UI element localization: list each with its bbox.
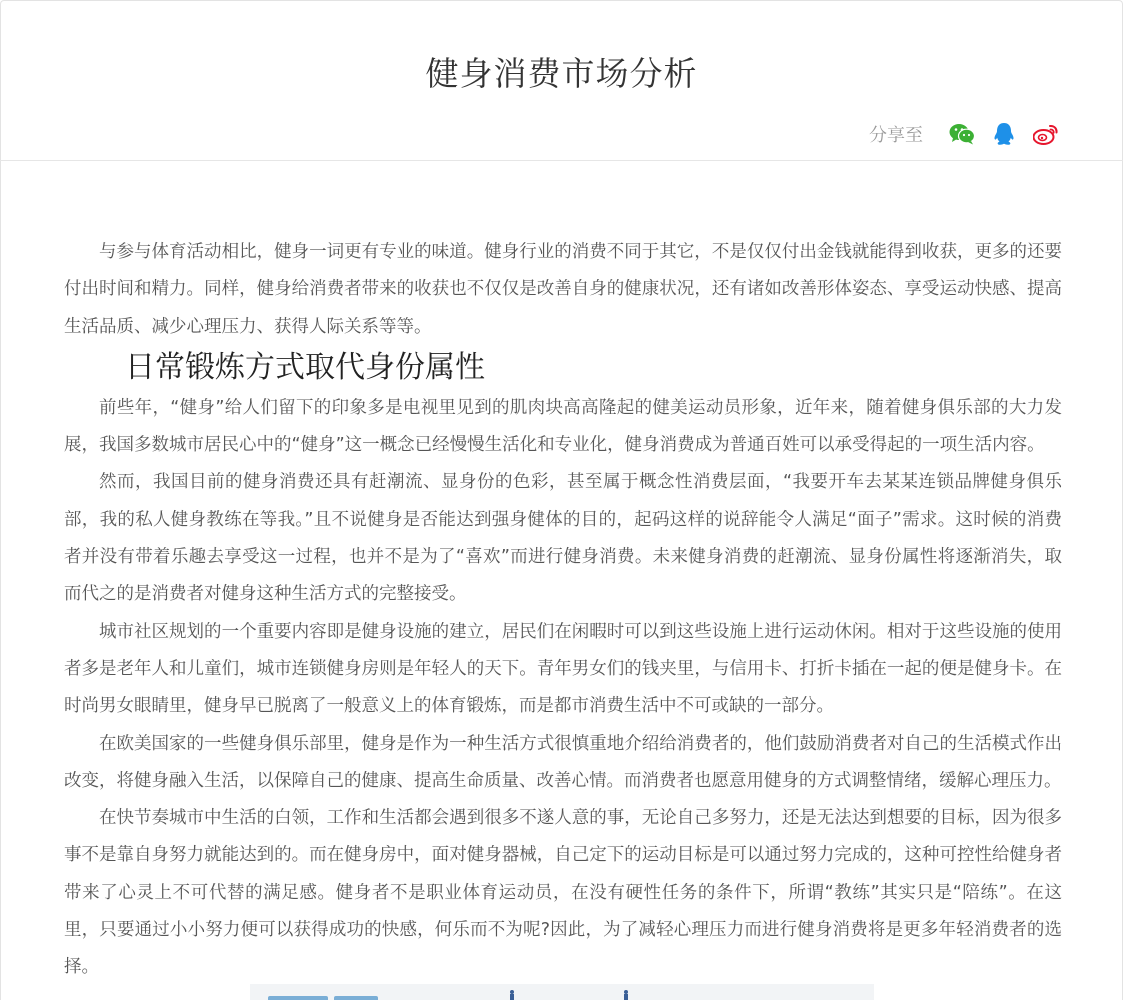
paragraph: 城市社区规划的一个重要内容即是健身设施的建立，居民们在闲暇时可以到这些设施上进行运动休闲。相对于这些设施的使用者多是老年人和儿童们，城市连锁健身房则是年轻人的天下。青年男女们的钱夹里，与信用卡、打折卡插在一起的便是健身卡。在时尚男女眼睛里，健身早已脱离了一般意义上的体育锻炼，而是都市消费生活中不可或缺的一部分。 [64, 621, 1062, 717]
share-weibo-button[interactable] [1031, 119, 1061, 149]
wechat-icon [949, 123, 975, 145]
qq-icon [993, 122, 1015, 146]
image-block [268, 996, 328, 1000]
article-title: 健身消费市场分析 [425, 54, 698, 93]
article-header [0, 0, 1123, 161]
paragraph: 前些年，“健身”给人们留下的印象多是电视里见到的肌肉块高高隆起的健美运动员形象，近年来，随着健身俱乐部的大力发展，我国多数城市居民心中的“健身”这一概念已经慢慢生活化和专业化，健身消费成为普通百姓可以承受得起的一项生活内容。 [64, 397, 1062, 456]
share-wechat-button[interactable] [947, 119, 977, 149]
paragraph: 然而，我国目前的健身消费还具有赶潮流、显身份的色彩，甚至属于概念性消费层面，“我要开车去某某连锁品牌健身俱乐部，我的私人健身教练在等我。”且不说健身是否能达到强身健体的目的，起码这样的说辞能令人满足“面子”需求。这时候的消费者并没有带着乐趣去享受这一过程，也并不是为了“喜欢”而进行健身消费。未来健身消费的赶潮流、显身份属性将逐渐消失，取而代之的是消费者对健身这种生活方式的完整接受。 [64, 472, 1062, 605]
article-body [64, 234, 1062, 987]
share-qq-button[interactable] [989, 119, 1019, 149]
weibo-icon [1033, 123, 1059, 145]
article-image [250, 984, 874, 1000]
share-bar [869, 118, 1061, 150]
figure-icon [622, 990, 630, 1000]
figure-icon [508, 990, 516, 1000]
share-label: 分享至 [869, 125, 923, 146]
image-block [334, 996, 378, 1000]
paragraph: 与参与体育活动相比，健身一词更有专业的味道。健身行业的消费不同于其它，不是仅仅付出金钱就能得到收获，更多的还要付出时间和精力。同样，健身给消费者带来的收获也不仅仅是改善自身的健康状况，还有诸如改善形体姿态、享受运动快感、提高生活品质、减少心理压力、获得人际关系等等。 [64, 242, 1062, 337]
section-heading: 日常锻炼方式取代身份属性 [125, 349, 485, 385]
paragraph: 在欧美国家的一些健身俱乐部里，健身是作为一种生活方式很慎重地介绍给消费者的，他们鼓励消费者对自己的生活模式作出改变，将健身融入生活，以保障自己的健康、提高生命质量、改善心情。而消费者也愿意用健身的方式调整情绪，缓解心理压力。 [64, 733, 1062, 791]
paragraph: 在快节奏城市中生活的白领，工作和生活都会遇到很多不遂人意的事，无论自己多努力，还是无法达到想要的目标，因为很多事不是靠自身努力就能达到的。而在健身房中，面对健身器械，自己定下的运动目标是可以通过努力完成的，这种可控性给健身者带来了心灵上不可代替的满足感。健身者不是职业体育运动员，在没有硬性任务的条件下，所谓“教练”其实只是“陪练”。在这里，只要通过小小努力便可以获得成功的快感，何乐而不为呢?因此，为了减轻心理压力而进行健身消费将是更多年轻消费者的选择。 [64, 808, 1062, 978]
